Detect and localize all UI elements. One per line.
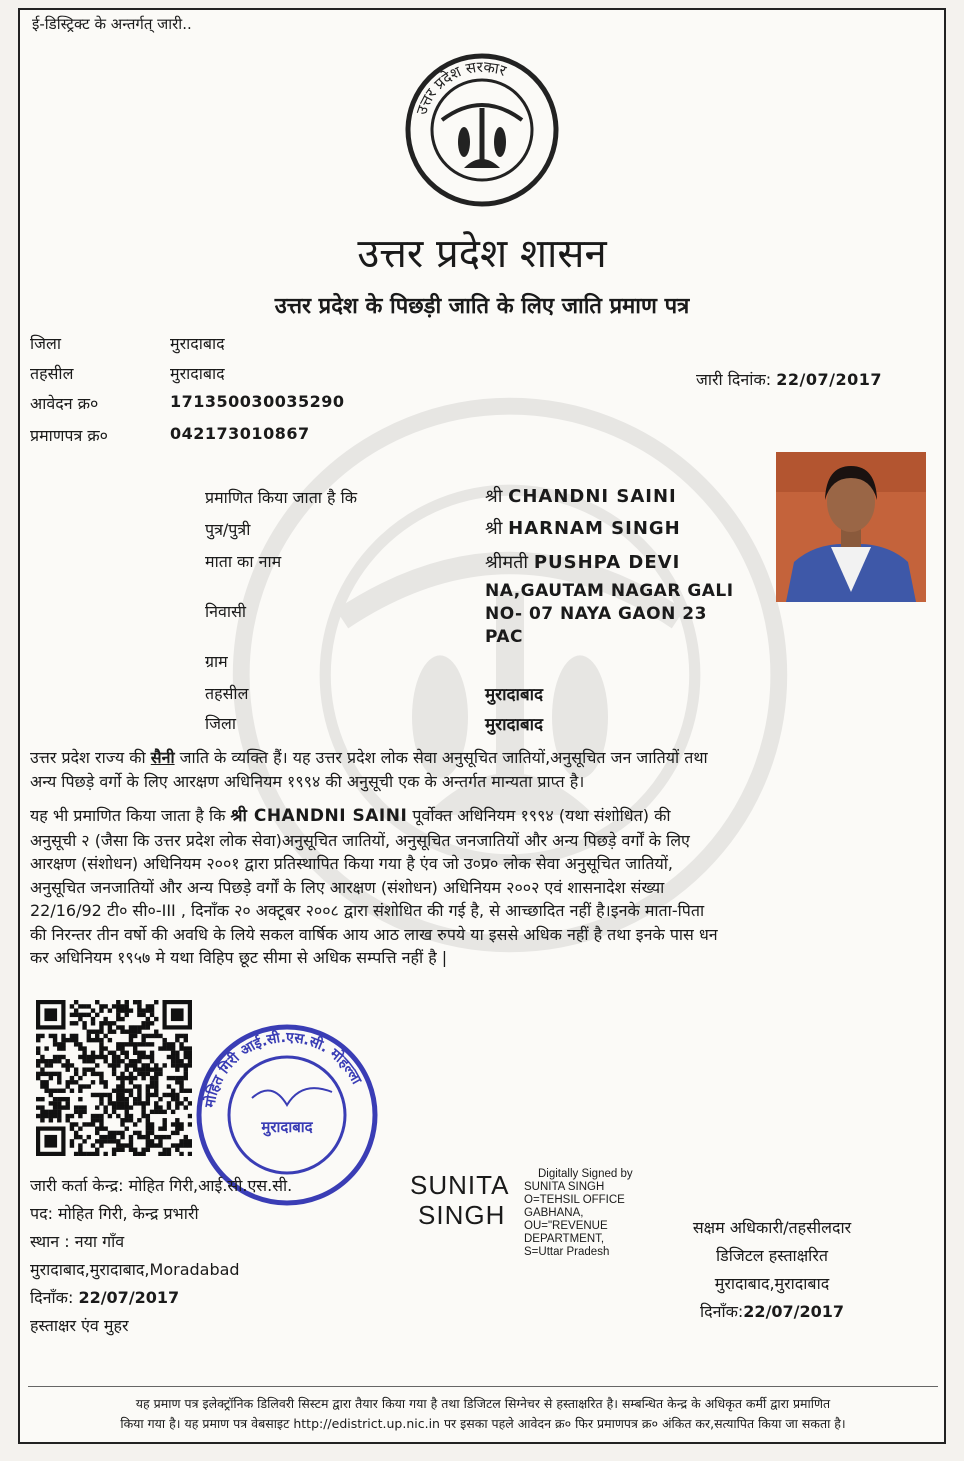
certificate-number-label: प्रमाणपत्र क्र० bbox=[30, 426, 108, 445]
para2-applicant-name: श्री CHANDNI SAINI bbox=[230, 806, 408, 826]
qr-code[interactable] bbox=[36, 1000, 192, 1156]
sig-meta-6: DEPARTMENT, bbox=[524, 1233, 605, 1245]
detail-tehsil-value: मुरादाबाद bbox=[485, 685, 544, 705]
para2-line-5: 22/16/92 टी० सी०-III , दिनाँक २० अक्टूबर २००८ द्वारा संशोधित की गई है, से आच्छादित नहीं है।इनके माता-पिता bbox=[30, 901, 705, 920]
authority-digital-note: डिजिटल हस्ताक्षरित bbox=[716, 1246, 828, 1265]
sig-meta-5: OU="REVENUE bbox=[524, 1220, 608, 1232]
sig-meta-7: S=Uttar Pradesh bbox=[524, 1246, 610, 1258]
state-emblem-icon bbox=[402, 50, 562, 210]
applicant-name-value: CHANDNI SAINI bbox=[508, 486, 677, 507]
tehsil-label: तहसील bbox=[30, 364, 74, 383]
father-name-value: HARNAM SINGH bbox=[508, 518, 681, 539]
para2-line-3: आरक्षण (संशोधन) अधिनियम २००१ द्वारा प्रतिस्थापित किया गया है एंव जो उ०प्र० लोक सेवा अनुसूचित जातियों, bbox=[30, 854, 673, 873]
mother-name-prefix: श्रीमती bbox=[485, 552, 529, 573]
authority-date bbox=[642, 1298, 902, 1326]
father-name bbox=[485, 516, 681, 540]
para1-line-2: अन्य पिछड़े वर्गो के लिए आरक्षण अधिनियम १९९४ की अनुसूची एक के अन्तर्गत मान्यता प्राप्त है। bbox=[30, 771, 585, 791]
tehsil-value: मुरादाबाद bbox=[170, 364, 225, 383]
issuer-centre: जारी कर्ता केन्द्र: मोहित गिरी,आई.सी.एस.सी. bbox=[30, 1176, 293, 1195]
district-label: जिला bbox=[30, 334, 62, 353]
residence-address bbox=[485, 580, 734, 649]
issue-date-value: 22/07/2017 bbox=[776, 370, 882, 389]
stamp-ring-text: मोहित गिरी आई.सी.एस.सी. मोहल्ला bbox=[202, 1029, 365, 1109]
mother-name-value: PUSHPA DEVI bbox=[533, 552, 681, 573]
applicant-photo bbox=[776, 452, 926, 602]
header-note: ई-डिस्ट्रिक्ट के अन्तर्गत् जारी.. bbox=[32, 15, 192, 33]
certificate-number-value: 042173010867 bbox=[170, 424, 310, 443]
issuer-location: मुरादाबाद,मुरादाबाद,Moradabad bbox=[30, 1260, 240, 1279]
issuer-date bbox=[30, 1284, 292, 1312]
certificate-page bbox=[18, 8, 946, 1444]
mother-name bbox=[485, 550, 680, 574]
district-value: मुरादाबाद bbox=[170, 334, 225, 353]
village-label: ग्राम bbox=[205, 652, 228, 671]
certified-label: प्रमाणित किया जाता है कि bbox=[205, 488, 358, 507]
authority-date-label: दिनाँक: bbox=[699, 1302, 744, 1321]
para2-text-a: यह भी प्रमाणित किया जाता है कि bbox=[30, 806, 231, 825]
para2-line-2: अनुसूची २ (जैसा कि उत्तर प्रदेश लोक सेवा)अनुसूचित जातियों, अनुसूचित जनजातियों और अन्य पिछड़े वर्गों के लिए bbox=[30, 830, 690, 850]
authority-designation: सक्षम अधिकारी/तहसीलदार bbox=[692, 1218, 852, 1237]
issuer-place: स्थान : नया गाँव bbox=[30, 1232, 125, 1251]
issuer-post: पद: मोहित गिरी, केन्द्र प्रभारी bbox=[30, 1204, 199, 1223]
father-name-prefix: श्री bbox=[485, 518, 503, 539]
residence-line-2: NO- 07 NAYA GAON 23 bbox=[485, 604, 707, 624]
authority-date-value: 22/07/2017 bbox=[743, 1302, 845, 1321]
footer-line-2: किया गया है। यह प्रमाण पत्र वेबसाइट http://edistrict.up.nic.in पर इसका पहले आवेदन क्र० फिर प्रमाणपत्र क्र० अंकित कर,सत्यापित किया जा सकता है। bbox=[120, 1416, 846, 1431]
applicant-name bbox=[485, 484, 677, 508]
signer-name-line-2: SINGH bbox=[418, 1200, 506, 1230]
stamp-inner-text: मुरादाबाद bbox=[261, 1118, 313, 1136]
emblem-arc-text: उत्तर प्रदेश सरकार bbox=[412, 57, 509, 117]
issuer-date-label: दिनाँक: bbox=[30, 1288, 74, 1307]
page-title: उत्तर प्रदेश शासन bbox=[357, 231, 607, 277]
detail-district-label: जिला bbox=[205, 714, 237, 733]
para1-text-a: उत्तर प्रदेश राज्य की bbox=[30, 748, 151, 767]
issuer-date-value: 22/07/2017 bbox=[78, 1288, 180, 1307]
para2-line-4: अनुसूचित जनजातियों और अन्य पिछड़े वर्गों के लिए आरक्षण (संशोधन) अधिनियम २००२ एवं शासनादेश संख्या bbox=[30, 877, 665, 897]
mother-label: माता का नाम bbox=[205, 552, 282, 571]
sig-meta-4: GABHANA, bbox=[524, 1207, 584, 1219]
svg-text:मोहित गिरी आई.सी.एस.सी. मोहल्ल bbox=[201, 1029, 365, 1110]
digital-signature-name bbox=[410, 1170, 509, 1230]
residence-line-3: PAC bbox=[485, 627, 524, 647]
para1-text-b: जाति के व्यक्ति हैं। यह उत्तर प्रदेश लोक सेवा अनुसूचित जातियों,अनुसूचित जन जातियों तथा bbox=[174, 748, 708, 767]
issuer-sign-seal: हस्ताक्षर एंव मुहर bbox=[30, 1316, 129, 1335]
footer-line-1: यह प्रमाण पत्र इलेक्ट्रॉनिक डिलिवरी सिस्टम द्वारा तैयार किया गया है तथा डिजिटल सिग्नेचर से हस्ताक्षरित है। सम्बन्धित केन्द्र के अधिकृत कर्मी द्वारा प्रमाणित bbox=[135, 1396, 831, 1411]
caste-paragraph bbox=[30, 746, 935, 793]
page-subtitle: उत्तर प्रदेश के पिछड़ी जाति के लिए जाति प्रमाण पत्र bbox=[274, 294, 690, 319]
residence-label: निवासी bbox=[205, 602, 247, 621]
application-number-label: आवेदन क्र० bbox=[30, 394, 99, 413]
sig-meta-3: O=TEHSIL OFFICE bbox=[524, 1194, 625, 1206]
detail-district-value: मुरादाबाद bbox=[485, 715, 544, 735]
application-number-value: 171350030035290 bbox=[170, 392, 345, 411]
creamy-layer-paragraph bbox=[30, 804, 935, 970]
footer-divider bbox=[28, 1386, 938, 1387]
sig-meta-1: Digitally Signed by bbox=[538, 1168, 633, 1180]
authority-block bbox=[642, 1214, 902, 1326]
issuer-block bbox=[30, 1172, 292, 1340]
authority-location: मुरादाबाद,मुरादाबाद bbox=[714, 1274, 830, 1293]
parent-label: पुत्र/पुत्री bbox=[205, 520, 251, 539]
digital-signature-meta bbox=[524, 1168, 633, 1259]
detail-tehsil-label: तहसील bbox=[205, 684, 249, 703]
sig-meta-2: SUNITA SINGH bbox=[524, 1181, 605, 1193]
residence-line-1: NA,GAUTAM NAGAR GALI bbox=[485, 581, 734, 601]
para2-line-6: की निरन्तर तीन वर्षो की अवधि के लिये सकल वार्षिक आय आठ लाख रुपये या इससे अधिक नहीं है तथा इनके पास धन bbox=[30, 924, 718, 944]
signer-name-line-1: SUNITA bbox=[410, 1170, 510, 1200]
footer-note bbox=[28, 1394, 938, 1434]
para2-line-7: कर अधिनियम १९५७ मे यथा विहिप छूट सीमा से अधिक सम्पत्ति नहीं है | bbox=[30, 948, 448, 967]
para2-text-b: पूर्वोक्त अधिनियम १९९४ (यथा संशोधित) की bbox=[407, 806, 671, 825]
issue-date bbox=[696, 368, 882, 390]
caste-name: सैनी bbox=[150, 748, 175, 767]
issue-date-label: जारी दिनांक: bbox=[696, 370, 772, 389]
applicant-name-prefix: श्री bbox=[485, 486, 503, 507]
